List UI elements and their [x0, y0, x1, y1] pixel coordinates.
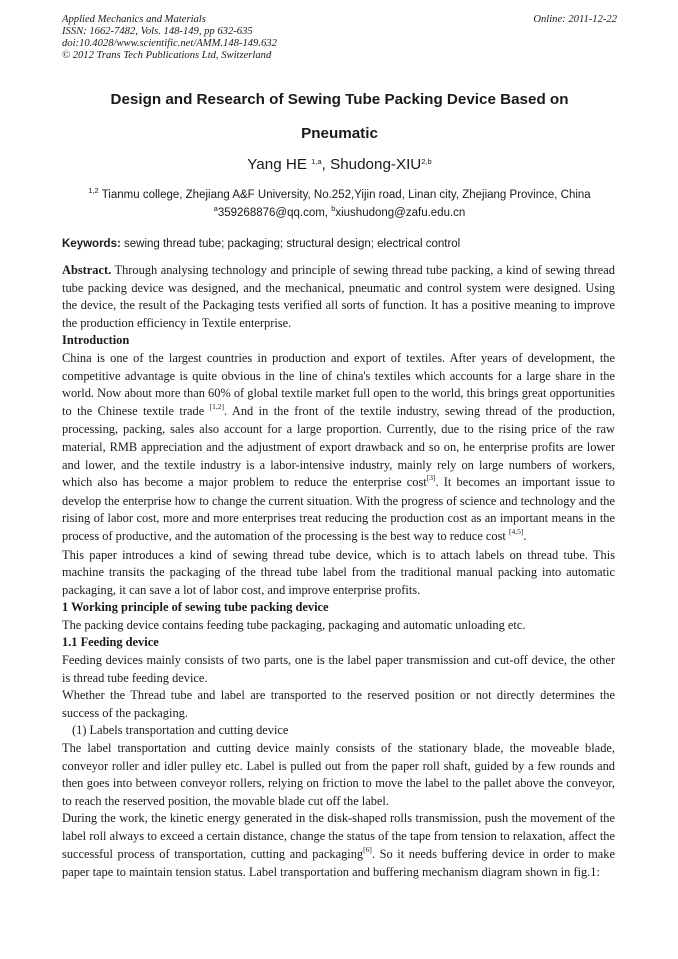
affiliation: [62, 186, 617, 201]
abstract-label: Abstract.: [62, 263, 112, 277]
author-emails: [62, 204, 617, 219]
section-1-1-heading: 1.1 Feeding device: [62, 635, 159, 650]
citation-1-2: [1,2]: [209, 401, 225, 411]
journal-copyright: © 2012 Trans Tech Publications Ltd, Switzerland: [62, 50, 272, 61]
email-b: xiushudong@zafu.edu.cn: [335, 207, 466, 219]
introduction-paragraph-2: This paper introduces a kind of sewing thread tube device, which is to attach labels on thread tube. This machine transits the packaging of the thread tube label from the traditional manual packing into automatic packaging, it can save a lot of labor cost, and improve enterprise profits.: [62, 547, 615, 597]
introduction-paragraph-1: [62, 350, 615, 547]
citation-6: [6]: [363, 844, 372, 854]
author-2-name: Shudong-XIU: [330, 156, 422, 173]
citation-4-5: [4,5]: [508, 526, 524, 536]
affiliation-sup: 1,2: [88, 186, 99, 195]
intro-p1-part-c: . It becomes an important issue to develop the enterprise how to change the current situation. With the progress of science and technology and the rising of labor cost, more and more enterprises treat reducing the production cost as an important means in the process of productive, and the automation of the processing is the best way to reduce cost: [62, 475, 615, 543]
journal-name: Applied Mechanics and Materials: [62, 14, 206, 25]
section-1-paragraph: The packing device contains feeding tube packaging, packaging and automatic unloading etc.: [62, 617, 526, 632]
s11-p4-part-a: During the work, the kinetic energy generated in the disk-shaped rolls transmission, push the movement of the label roll always to exceed a certain distance, change the status of the tape from tension to relaxation, affect the successful process of transportation, cutting and packaging: [62, 811, 615, 861]
paper-body: [62, 262, 615, 882]
journal-doi: doi:10.4028/www.scientific.net/AMM.148-149.632: [62, 38, 277, 49]
subsection-heading-labels: (1) Labels transportation and cutting device: [72, 723, 289, 738]
keywords: [62, 238, 617, 250]
author-list: [62, 156, 617, 173]
paper-title-line-2: Pneumatic: [301, 125, 378, 142]
author-separator: ,: [321, 156, 331, 173]
paper-title-line-1: Design and Research of Sewing Tube Packing Device Based on: [110, 91, 569, 108]
journal-header: [62, 14, 617, 62]
section-1-1-paragraph-3: The label transportation and cutting device mainly consists of the stationary blade, the moveable blade, conveyor roller and idler pulley etc. Label is pulled out from the paper roll shaft, guided by a few rounds and then goes into between conveyor rollers, relying on friction to move the label to the pallet above the conveyor, to reach the reserved position, the movable blade cut off the label.: [62, 741, 615, 808]
author-1-name: Yang HE: [247, 156, 312, 173]
keywords-label: Keywords:: [62, 238, 121, 250]
abstract-text: Through analysing technology and principle of sewing thread tube packing, a kind of sewing thread tube packing device was designed, and the mechanical, pneumatic and control system were designed. Using the device, the result of the Packaging tests verified all sorts of function. It has a positive meaning to improve the production efficiency in Textile enterprise.: [62, 263, 615, 330]
journal-issn: ISSN: 1662-7482, Vols. 148-149, pp 632-635: [62, 26, 253, 37]
section-1-1-paragraph-1: Feeding devices mainly consists of two parts, one is the label paper transmission and cut-off device, the other is thread tube feeding device.: [62, 653, 615, 685]
email-a: 359268876@qq.com,: [217, 207, 332, 219]
affiliation-text: Tianmu college, Zhejiang A&F University, No.252,Yijin road, Linan city, Zhejiang Province, China: [98, 189, 591, 201]
author-2-sup: 2,b: [421, 157, 432, 166]
section-1-1-paragraph-4: [62, 810, 615, 881]
intro-p1-part-b: . And in the front of the textile industry, sewing thread of the production, processing, packing, sales also account for a large proportion. Currently, due to the rising price of the raw material, RMB appreciation and the adjustment of export drawback and so on, he enterprise profits are lower and lower, and the textile industry is a labor-intensive industry, mainly rely on large numbers of workers, which also has become a major problem to reduce the enterprise cost: [62, 403, 615, 490]
s11-p4-part-b: . So it needs buffering device in order to make paper tape to maintain tension status. Label transportation and buffering mechanism diagram shown in fig.1:: [62, 846, 615, 880]
email-b-sup: b: [331, 204, 336, 213]
keywords-text: sewing thread tube; packaging; structural design; electrical control: [120, 238, 461, 250]
section-1-1-paragraph-2: Whether the Thread tube and label are transported to the reserved position or not directly determines the success of the packaging.: [62, 688, 615, 720]
introduction-heading: Introduction: [62, 333, 130, 348]
email-a-sup: a: [213, 204, 218, 213]
online-date: Online: 2011-12-22: [533, 14, 617, 25]
intro-p1-part-a: China is one of the largest countries in production and export of textiles. After years of development, the competitive advantage is quite obvious in the line of china's textiles which accounts for a large share in the world. Now about more than 60% of global textile market full open to the world, this brings great opportunities to the Chinese textile trade: [62, 350, 615, 418]
abstract: [62, 262, 615, 332]
citation-3: [3]: [426, 473, 436, 483]
section-1-heading: 1 Working principle of sewing tube packing device: [62, 600, 329, 615]
author-1-sup: 1,a: [311, 157, 322, 166]
intro-p1-part-d: .: [523, 528, 527, 543]
